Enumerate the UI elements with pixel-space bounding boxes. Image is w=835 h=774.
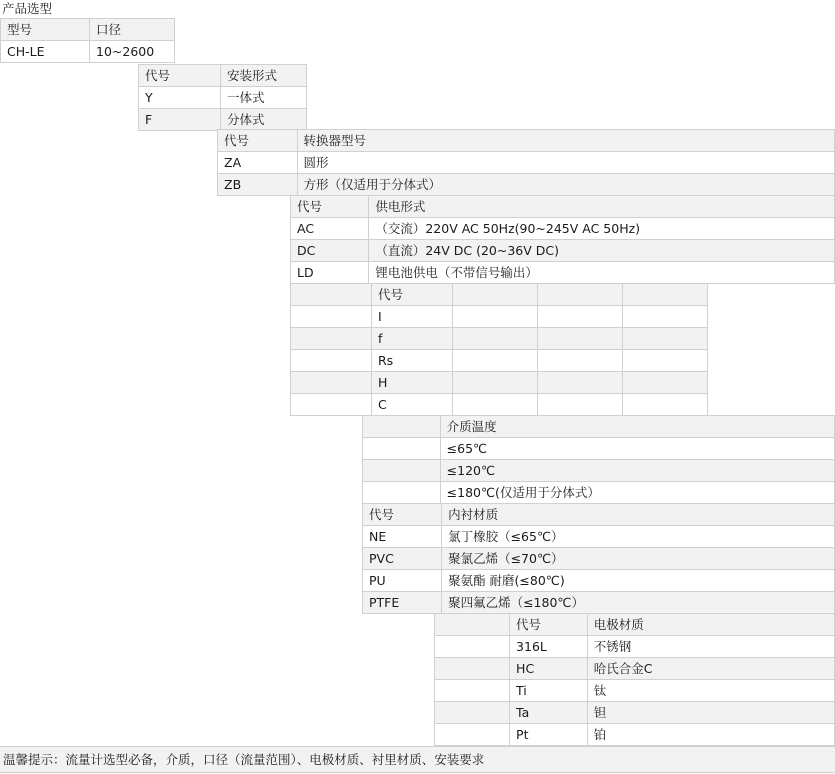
- lining-table: [362, 503, 835, 614]
- table-row: [218, 174, 835, 196]
- table-row: [291, 328, 708, 350]
- model-value-diameter: 10~2600: [90, 41, 175, 63]
- temperature-header: 介质温度: [440, 416, 834, 438]
- temperature-spacer-cell: [363, 460, 441, 482]
- table-row: [363, 482, 835, 504]
- output-empty-cell: [538, 284, 623, 306]
- output-empty-cell: [623, 394, 708, 416]
- output-spacer-cell: [291, 306, 372, 328]
- table-row: [218, 130, 835, 152]
- lining-code-pvc: PVC: [363, 548, 442, 570]
- mount-type-y: 一体式: [221, 87, 307, 109]
- table-row: [291, 284, 708, 306]
- output-spacer-cell: [291, 372, 372, 394]
- power-code-ac: AC: [291, 218, 369, 240]
- table-row: [139, 109, 307, 131]
- electrode-code-ta: Ta: [510, 702, 588, 724]
- table-row: [363, 416, 835, 438]
- output-empty-cell: [538, 328, 623, 350]
- table-row: [435, 636, 835, 658]
- mount-header-code: 代号: [139, 65, 221, 87]
- lining-header-code: 代号: [363, 504, 442, 526]
- temperature-spacer-cell: [363, 482, 441, 504]
- electrode-spacer-cell: [435, 702, 510, 724]
- output-empty-cell: [538, 394, 623, 416]
- output-code-c: C: [372, 394, 453, 416]
- temperature-value-180: ≤180℃(仅适用于分体式）: [440, 482, 834, 504]
- power-table: [290, 195, 835, 284]
- table-row: [435, 702, 835, 724]
- electrode-header-code: 代号: [510, 614, 588, 636]
- converter-header-model: 转换器型号: [297, 130, 834, 152]
- output-spacer-cell: [291, 328, 372, 350]
- converter-code-za: ZA: [218, 152, 298, 174]
- temperature-value-120: ≤120℃: [440, 460, 834, 482]
- output-spacer-cell: [291, 394, 372, 416]
- mount-header-type: 安装形式: [221, 65, 307, 87]
- converter-table: [217, 129, 835, 196]
- electrode-code-ti: Ti: [510, 680, 588, 702]
- electrode-spacer-cell: [435, 636, 510, 658]
- temperature-spacer-cell: [363, 416, 441, 438]
- lining-desc-ne: 氯丁橡胶（≤65℃）: [442, 526, 835, 548]
- output-empty-cell: [538, 372, 623, 394]
- table-row: [363, 438, 835, 460]
- electrode-spacer-cell: [435, 614, 510, 636]
- temperature-table: [362, 415, 835, 504]
- lining-code-ptfe: PTFE: [363, 592, 442, 614]
- temperature-spacer-cell: [363, 438, 441, 460]
- output-empty-cell: [538, 306, 623, 328]
- electrode-desc-ti: 钛: [587, 680, 834, 702]
- output-spacer-cell: [291, 350, 372, 372]
- power-desc-dc: （直流）24V DC (20~36V DC): [369, 240, 835, 262]
- table-row: [435, 658, 835, 680]
- output-header-code: 代号: [372, 284, 453, 306]
- table-row: [139, 65, 307, 87]
- output-code-f: f: [372, 328, 453, 350]
- lining-header-material: 内衬材质: [442, 504, 835, 526]
- output-empty-cell: [623, 350, 708, 372]
- model-header-diameter: 口径: [90, 19, 175, 41]
- table-row: [291, 306, 708, 328]
- electrode-desc-pt: 铂: [587, 724, 834, 746]
- table-row: [1, 19, 175, 41]
- table-row: [363, 526, 835, 548]
- model-value-code: CH-LE: [1, 41, 90, 63]
- converter-desc-zb: 方形（仅适用于分体式）: [297, 174, 834, 196]
- power-desc-ld: 锂电池供电（不带信号输出）: [369, 262, 835, 284]
- converter-code-zb: ZB: [218, 174, 298, 196]
- table-row: [363, 570, 835, 592]
- model-header-code: 型号: [1, 19, 90, 41]
- lining-code-pu: PU: [363, 570, 442, 592]
- electrode-desc-316l: 不锈钢: [587, 636, 834, 658]
- electrode-code-pt: Pt: [510, 724, 588, 746]
- table-row: [1, 41, 175, 63]
- table-row: [363, 504, 835, 526]
- power-code-dc: DC: [291, 240, 369, 262]
- output-code-h: H: [372, 372, 453, 394]
- electrode-header-material: 电极材质: [587, 614, 834, 636]
- electrode-code-316l: 316L: [510, 636, 588, 658]
- mount-code-f: F: [139, 109, 221, 131]
- output-code-rs: Rs: [372, 350, 453, 372]
- lining-code-ne: NE: [363, 526, 442, 548]
- electrode-spacer-cell: [435, 680, 510, 702]
- output-empty-cell: [453, 372, 538, 394]
- electrode-desc-hc: 哈氏合金C: [587, 658, 834, 680]
- output-empty-cell: [453, 328, 538, 350]
- table-row: [291, 394, 708, 416]
- output-empty-cell: [538, 350, 623, 372]
- table-row: [363, 592, 835, 614]
- mount-type-f: 分体式: [221, 109, 307, 131]
- table-row: [435, 724, 835, 746]
- power-header-code: 代号: [291, 196, 369, 218]
- output-empty-cell: [623, 372, 708, 394]
- output-empty-cell: [453, 350, 538, 372]
- table-row: [218, 152, 835, 174]
- power-header-type: 供电形式: [369, 196, 835, 218]
- electrode-table: [434, 613, 835, 746]
- electrode-code-hc: HC: [510, 658, 588, 680]
- mount-code-y: Y: [139, 87, 221, 109]
- output-code-i: I: [372, 306, 453, 328]
- table-row: [139, 87, 307, 109]
- table-row: [435, 614, 835, 636]
- lining-desc-pvc: 聚氯乙烯（≤70℃）: [442, 548, 835, 570]
- page-title: 产品选型: [2, 1, 53, 16]
- electrode-desc-ta: 钽: [587, 702, 834, 724]
- converter-desc-za: 圆形: [297, 152, 834, 174]
- table-row: [291, 240, 835, 262]
- output-empty-cell: [453, 394, 538, 416]
- output-empty-cell: [453, 284, 538, 306]
- table-row: [291, 196, 835, 218]
- output-spacer-cell: [291, 284, 372, 306]
- mount-table: [138, 64, 307, 131]
- table-row: [291, 372, 708, 394]
- power-desc-ac: （交流）220V AC 50Hz(90~245V AC 50Hz): [369, 218, 835, 240]
- converter-header-code: 代号: [218, 130, 298, 152]
- output-empty-cell: [623, 328, 708, 350]
- electrode-spacer-cell: [435, 658, 510, 680]
- table-row: [435, 680, 835, 702]
- table-row: [363, 548, 835, 570]
- output-empty-cell: [623, 306, 708, 328]
- temperature-value-65: ≤65℃: [440, 438, 834, 460]
- lining-desc-pu: 聚氨酯 耐磨(≤80℃): [442, 570, 835, 592]
- output-empty-cell: [623, 284, 708, 306]
- table-row: [291, 218, 835, 240]
- table-row: [363, 460, 835, 482]
- table-row: [291, 350, 708, 372]
- model-table: [0, 18, 175, 63]
- power-code-ld: LD: [291, 262, 369, 284]
- electrode-spacer-cell: [435, 724, 510, 746]
- output-table: [290, 283, 708, 416]
- output-empty-cell: [453, 306, 538, 328]
- footer-note: 温馨提示：流量计选型必备，介质，口径（流量范围）、电极材质、衬里材质、安装要求: [0, 746, 835, 773]
- lining-desc-ptfe: 聚四氟乙烯（≤180℃）: [442, 592, 835, 614]
- table-row: [291, 262, 835, 284]
